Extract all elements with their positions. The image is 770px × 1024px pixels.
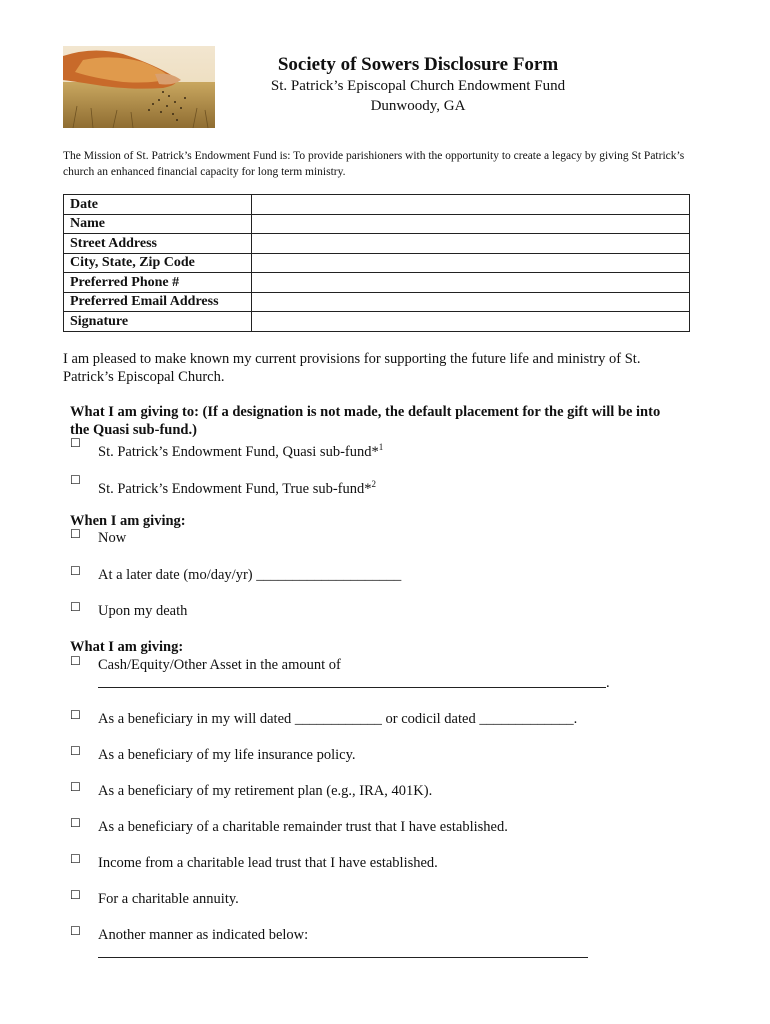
table-row <box>64 214 690 234</box>
church-location: Dunwoody, GA <box>370 98 466 114</box>
table-row <box>64 195 690 215</box>
checkbox-will-beneficiary[interactable]: ☐ <box>70 708 81 722</box>
footnote-marker: 2 <box>371 479 376 489</box>
church-fund-name: St. Patrick’s Episcopal Church Endowment Fund <box>270 78 566 94</box>
sower-logo <box>63 46 215 128</box>
giving-to-heading: What I am giving to: (If a designation is not made, the default placement for the gift will be into the Quasi sub-fund.) <box>70 404 661 438</box>
footnote-marker: 1 <box>378 442 384 452</box>
date-field[interactable] <box>252 195 690 215</box>
option-later-date: At a later date (mo/day/yr) ____________________ <box>98 567 402 583</box>
city-state-zip-label: City, State, Zip Code <box>64 253 252 273</box>
city-state-zip-field[interactable] <box>252 253 690 273</box>
street-address-label: Street Address <box>64 234 252 254</box>
option-now: Now <box>98 530 127 546</box>
option-life-insurance: As a beneficiary of my life insurance policy. <box>98 747 356 763</box>
name-label: Name <box>64 214 252 234</box>
email-field[interactable] <box>252 292 690 312</box>
table-row <box>64 312 690 332</box>
option-cash-asset: Cash/Equity/Other Asset in the amount of <box>98 657 341 673</box>
what-giving-heading: What I am giving: <box>70 639 184 655</box>
option-another-manner: Another manner as indicated below: <box>98 927 309 943</box>
mission-statement: The Mission of St. Patrick’s Endowment Fund is: To provide parishioners with the opportunity to create a legacy by giving St Patrick’s church an enhanced financial capacity for long term ministry. <box>63 150 685 178</box>
checkbox-true-sub-fund[interactable]: ☐ <box>70 473 81 487</box>
checkbox-later-date[interactable]: ☐ <box>70 564 81 578</box>
option-will-beneficiary: As a beneficiary in my will dated ____________ or codicil dated _____________. <box>98 711 578 727</box>
checkbox-upon-death[interactable]: ☐ <box>70 600 81 614</box>
option-remainder-trust: As a beneficiary of a charitable remainder trust that I have established. <box>98 819 508 835</box>
amount-blank-line[interactable] <box>98 687 606 688</box>
table-row <box>64 234 690 254</box>
option-lead-trust: Income from a charitable lead trust that I have established. <box>98 855 438 871</box>
checkbox-remainder-trust[interactable]: ☐ <box>70 816 81 830</box>
checkbox-life-insurance[interactable]: ☐ <box>70 744 81 758</box>
form-title: Society of Sowers Disclosure Form <box>277 54 559 75</box>
when-giving-heading: When I am giving: <box>70 513 186 529</box>
email-label: Preferred Email Address <box>64 292 252 312</box>
checkbox-charitable-annuity[interactable]: ☐ <box>70 888 81 902</box>
table-row <box>64 292 690 312</box>
option-charitable-annuity: For a charitable annuity. <box>98 891 239 907</box>
name-field[interactable] <box>252 214 690 234</box>
checkbox-quasi-sub-fund[interactable]: ☐ <box>70 436 81 450</box>
another-manner-blank-line[interactable] <box>98 957 588 958</box>
checkbox-another-manner[interactable]: ☐ <box>70 924 81 938</box>
option-label: St. Patrick’s Endowment Fund, True sub-fund* <box>98 480 372 497</box>
option-quasi-sub-fund <box>98 438 383 461</box>
street-address-field[interactable] <box>252 234 690 254</box>
option-upon-death: Upon my death <box>98 603 188 619</box>
intro-paragraph: I am pleased to make known my current provisions for supporting the future life and ministry of St. Patrick’s Episcopal Church. <box>63 351 641 385</box>
option-true-sub-fund <box>98 475 376 498</box>
date-label: Date <box>64 195 252 215</box>
amount-line-period: . <box>606 675 610 691</box>
checkbox-retirement-plan[interactable]: ☐ <box>70 780 81 794</box>
signature-label: Signature <box>64 312 252 332</box>
table-row <box>64 273 690 293</box>
phone-label: Preferred Phone # <box>64 273 252 293</box>
contact-info-table <box>63 194 690 332</box>
option-label: St. Patrick’s Endowment Fund, Quasi sub-fund* <box>98 443 379 460</box>
checkbox-lead-trust[interactable]: ☐ <box>70 852 81 866</box>
table-row <box>64 253 690 273</box>
option-retirement-plan: As a beneficiary of my retirement plan (e.g., IRA, 401K). <box>98 783 433 799</box>
phone-field[interactable] <box>252 273 690 293</box>
checkbox-now[interactable]: ☐ <box>70 527 81 541</box>
checkbox-cash-asset[interactable]: ☐ <box>70 654 81 668</box>
signature-field[interactable] <box>252 312 690 332</box>
